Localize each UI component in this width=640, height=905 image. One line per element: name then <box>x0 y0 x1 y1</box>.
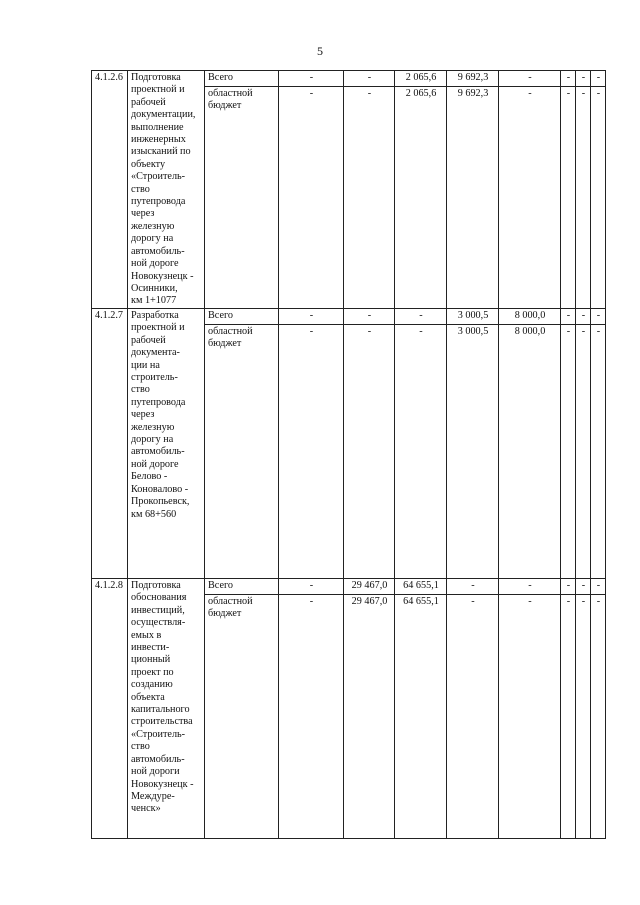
value-cell: 64 655,1 <box>395 579 447 595</box>
row-name: Разработка проектной и рабочей документа- ции на строитель- ство путепровода через железную дорогу на автомобиль- ной дороге Белово - Коновалово - Прокопьевск, км 68+560 <box>128 309 205 579</box>
value-cell: - <box>561 595 576 839</box>
value-cell: - <box>499 579 561 595</box>
value-cell: - <box>279 325 344 579</box>
value-cell: - <box>279 595 344 839</box>
source-cell: Всего <box>205 579 279 595</box>
value-cell: - <box>591 325 606 579</box>
value-cell: - <box>344 309 395 325</box>
value-cell: 8 000,0 <box>499 325 561 579</box>
value-cell: - <box>591 595 606 839</box>
value-cell: - <box>499 87 561 309</box>
row-code: 4.1.2.8 <box>92 579 128 839</box>
value-cell: - <box>279 579 344 595</box>
table-row <box>92 71 606 87</box>
value-cell: - <box>561 579 576 595</box>
row-code: 4.1.2.6 <box>92 71 128 309</box>
value-cell: - <box>576 309 591 325</box>
value-cell: 3 000,5 <box>447 309 499 325</box>
value-cell: 29 467,0 <box>344 595 395 839</box>
value-cell: 9 692,3 <box>447 71 499 87</box>
value-cell: 9 692,3 <box>447 87 499 309</box>
value-cell: - <box>344 71 395 87</box>
value-cell: - <box>576 579 591 595</box>
row-name: Подготовка обоснования инвестиций, осуществля- емых в инвести- ционный проект по созданию объекта капитального строительства «Строитель- ство автомобиль- ной дороги Новокузнецк - Междуре- ченск» <box>128 579 205 839</box>
value-cell: - <box>395 325 447 579</box>
source-cell: областной бюджет <box>205 87 279 309</box>
value-cell: - <box>576 325 591 579</box>
value-cell: 64 655,1 <box>395 595 447 839</box>
value-cell: - <box>576 71 591 87</box>
source-cell: областной бюджет <box>205 595 279 839</box>
value-cell: - <box>344 87 395 309</box>
value-cell: - <box>279 87 344 309</box>
value-cell: - <box>279 71 344 87</box>
value-cell: - <box>395 309 447 325</box>
value-cell: - <box>561 71 576 87</box>
value-cell: - <box>591 71 606 87</box>
value-cell: - <box>591 87 606 309</box>
value-cell: 2 065,6 <box>395 71 447 87</box>
value-cell: - <box>576 87 591 309</box>
page-number: 5 <box>317 44 323 58</box>
budget-table <box>91 70 606 839</box>
value-cell: - <box>279 309 344 325</box>
value-cell: - <box>344 325 395 579</box>
source-cell: Всего <box>205 309 279 325</box>
value-cell: - <box>576 595 591 839</box>
value-cell: 29 467,0 <box>344 579 395 595</box>
source-cell: областной бюджет <box>205 325 279 579</box>
row-code: 4.1.2.7 <box>92 309 128 579</box>
value-cell: - <box>561 87 576 309</box>
value-cell: - <box>561 325 576 579</box>
value-cell: - <box>499 71 561 87</box>
value-cell: - <box>591 309 606 325</box>
value-cell: - <box>499 595 561 839</box>
value-cell: 2 065,6 <box>395 87 447 309</box>
table-row <box>92 309 606 325</box>
value-cell: - <box>591 579 606 595</box>
value-cell: - <box>561 309 576 325</box>
value-cell: - <box>447 579 499 595</box>
row-name: Подготовка проектной и рабочей документации, выполнение инженерных изысканий по объекту «Строитель- ство путепровода через железную дорогу на автомобиль- ной дороге Новокузнецк - Осинники, км 1+1077 <box>128 71 205 309</box>
value-cell: - <box>447 595 499 839</box>
value-cell: 3 000,5 <box>447 325 499 579</box>
source-cell: Всего <box>205 71 279 87</box>
value-cell: 8 000,0 <box>499 309 561 325</box>
table-row <box>92 579 606 595</box>
